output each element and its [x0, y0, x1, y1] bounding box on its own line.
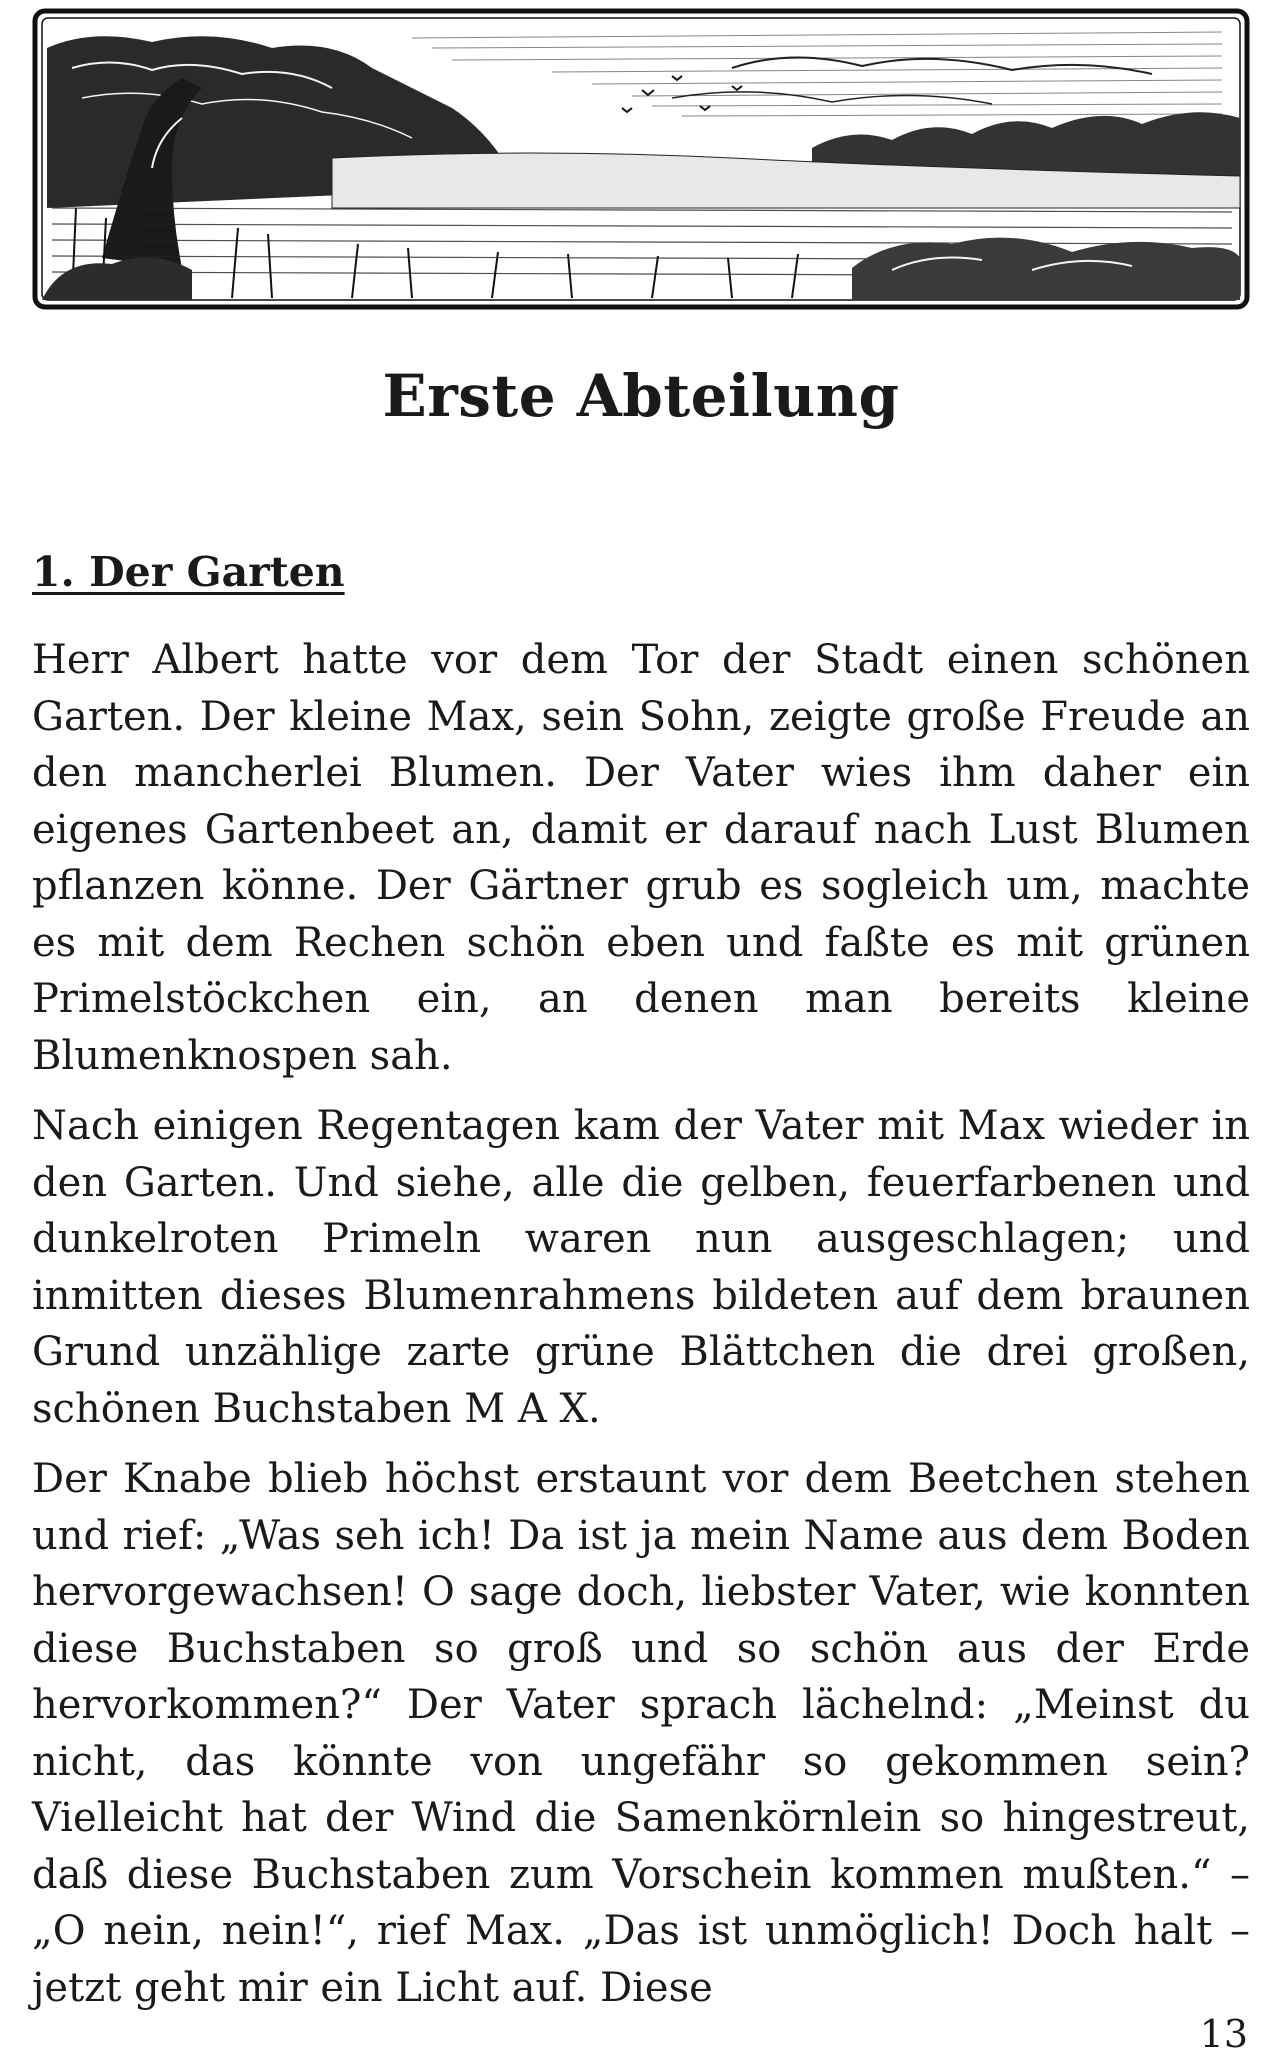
section-heading: Erste Abteilung	[382, 362, 900, 430]
paragraph-1: Herr Albert hatte vor dem Tor der Stadt einen schönen Garten. Der kleine Max, sein Sohn, zeigte große Freude an den mancherlei Blumen. Der Vater wies ihm daher ein eigenes Gartenbeet an, damit er darauf nach Lust Blumen pflanzen könne. Der Gärtner grub es sogleich um, machte es mit dem Rechen schön eben und faßte es mit grünen Primelstöckchen ein, an denen man bereits kleine Blumenknospen sah.	[32, 637, 1250, 1079]
landscape-engraving-icon	[32, 8, 1250, 310]
paragraph-3: Der Knabe blieb höchst erstaunt vor dem Beetchen stehen und rief: „Was seh ich! Da ist ja mein Name aus dem Boden hervorgewachsen! O sage doch, liebster Vater, wie konnten diese Buchstaben so groß und so schön aus der Erde hervorkommen?“ Der Vater sprach lächelnd: „Meinst du nicht, das könnte von ungefähr so gekommen sein? Vielleicht hat der Wind die Samenkörnlein so hingestreut, daß diese Buchstaben zum Vorschein kommen mußten.“ – „O nein, nein!“, rief Max. „Das ist unmöglich! Doch halt – jetzt geht mir ein Licht auf. Diese	[32, 1456, 1250, 2011]
paragraph-2: Nach einigen Regentagen kam der Vater mit Max wieder in den Garten. Und siehe, alle die gelben, feuerfarbenen und dunkelroten Primeln waren nun ausgeschlagen; und inmitten dieses Blumenrahmens bildeten auf dem braunen Grund unzählige zarte grüne Blättchen die drei großen, schönen Buchstaben M A X.	[32, 1103, 1250, 1432]
chapter-title: 1. Der Garten	[32, 548, 345, 596]
book-page	[32, 0, 1250, 2057]
body-text	[32, 632, 1250, 2030]
page-number: 13	[1199, 2012, 1248, 2056]
